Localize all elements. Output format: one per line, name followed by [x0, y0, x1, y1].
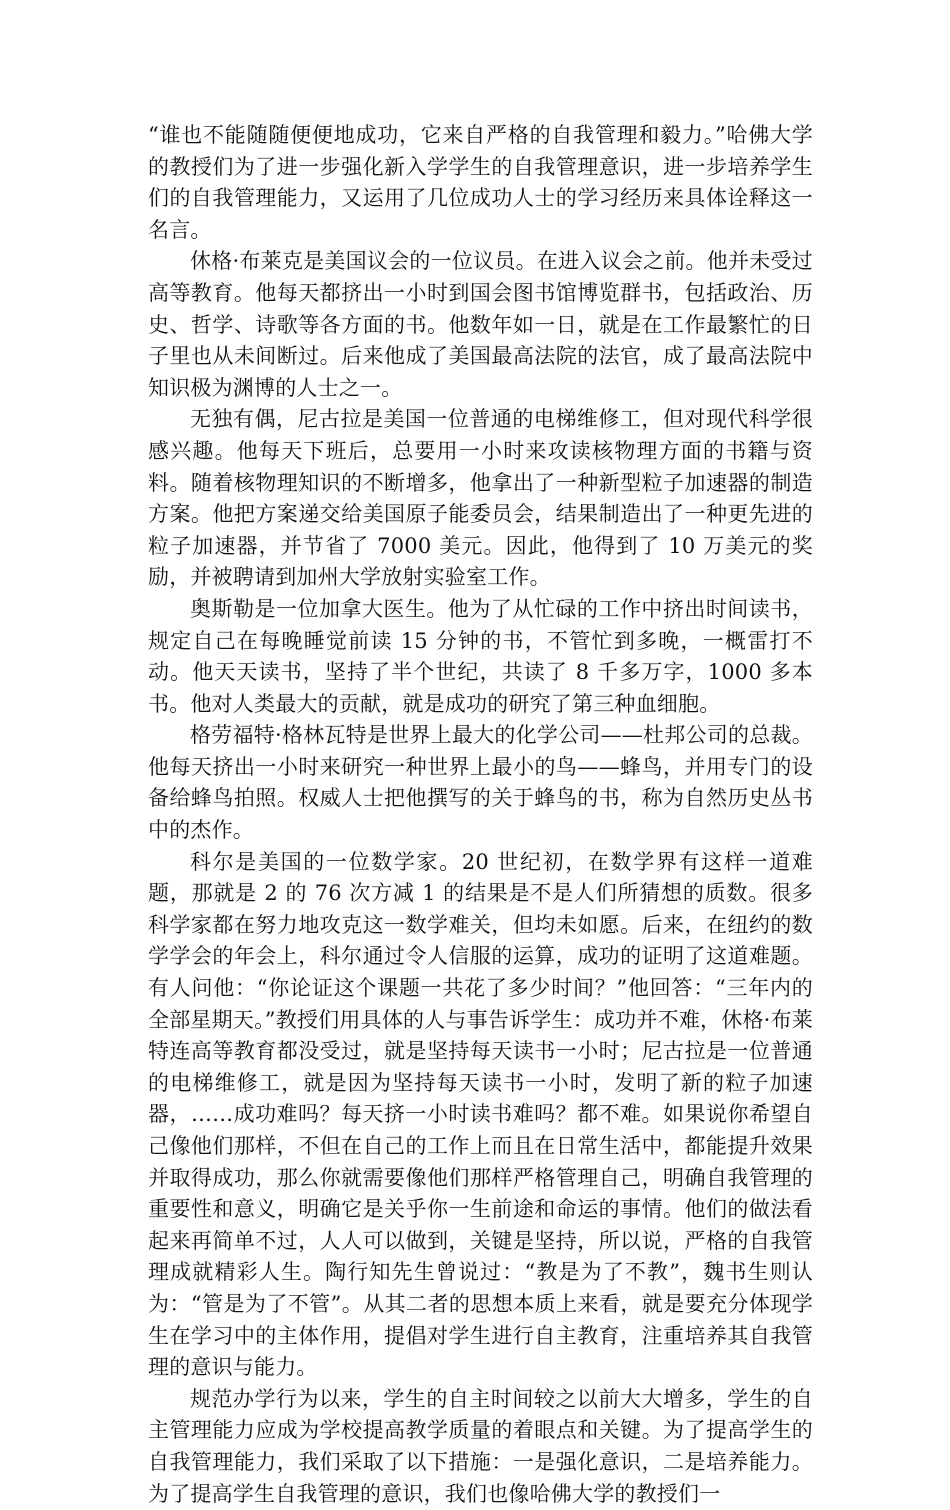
paragraph-intro: “谁也不能随随便便地成功，它来自严格的自我管理和毅力。”哈佛大学的教授们为了进一步强化新入学学生的自我管理意识，进一步培养学生们的自我管理能力，又运用了几位成功人士的学习经历来具体诠释这一名言。	[148, 123, 813, 242]
paragraph-hugo-black: 休格·布莱克是美国议会的一位议员。在进入议会之前。他并未受过高等教育。他每天都挤出一小时到国会图书馆博览群书，包括政治、历史、哲学、诗歌等各方面的书。他数年如一日，就是在工作最繁忙的日子里也从未间断过。后来他成了美国最高法院的法官，成了最高法院中知识极为渊博的人士之一。	[148, 249, 813, 400]
paragraph-greenewalt: 格劳福特·格林瓦特是世界上最大的化学公司——杜邦公司的总裁。他每天挤出一小时来研究一种世界上最小的鸟——蜂鸟，并用专门的设备给蜂鸟拍照。权威人士把他撰写的关于蜂鸟的书，称为自然历史丛书中的杰作。	[148, 723, 813, 843]
paragraph-school-measures: 规范办学行为以来，学生的自主时间较之以前大大增多，学生的自主管理能力应成为学校提高教学质量的着眼点和关键。为了提高学生的自我管理能力，我们采取了以下措施：一是强化意识，二是培养能力。为了提高学生自我管理的意识，我们也像哈佛大学的教授们一	[148, 1386, 813, 1506]
paragraph-osler: 奥斯勒是一位加拿大医生。他为了从忙碌的工作中挤出时间读书，规定自己在每晚睡觉前读 15 分钟的书，不管忙到多晚，一概雷打不动。他天天读书，坚持了半个世纪，共读了 8 千多万字，1000 多本书。他对人类最大的贡献，就是成功的研究了第三种血细胞。	[148, 596, 813, 716]
paragraph-nikola: 无独有偶，尼古拉是美国一位普通的电梯维修工，但对现代科学很感兴趣。他每天下班后，总要用一小时来攻读核物理方面的书籍与资料。随着核物理知识的不断增多，他拿出了一种新型粒子加速器的制造方案。他把方案递交给美国原子能委员会，结果制造出了一种更先进的粒子加速器，并节省了 7000 美元。因此，他得到了 10 万美元的奖励，并被聘请到加州大学放射实验室工作。	[148, 407, 813, 590]
paragraph-cole: 科尔是美国的一位数学家。20 世纪初，在数学界有这样一道难题，那就是 2 的 76 次方减 1 的结果是不是人们所猜想的质数。很多科学家都在努力地攻克这一数学难关，但均未如愿。后来，在纽约的数学学会的年会上，科尔通过令人信服的运算，成功的证明了这道难题。有人问他：“你论证这个课题一共花了多少时间？”他回答：“三年内的全部星期天。”教授们用具体的人与事告诉学生：成功并不难，休格·布莱特连高等教育都没受过，就是坚持每天读书一小时；尼古拉是一位普通的电梯维修工，就是因为坚持每天读书一小时，发明了新的粒子加速器，……成功难吗？每天挤一小时读书难吗？都不难。如果说你希望自己像他们那样，不但在自己的工作上而且在日常生活中，都能提升效果并取得成功，那么你就需要像他们那样严格管理自己，明确自我管理的重要性和意义，明确它是关乎你一生前途和命运的事情。他们的做法看起来再简单不过，人人可以做到，关键是坚持，所以说，严格的自我管理成就精彩人生。陶行知先生曾说过：“教是为了不教”，魏书生则认为：“管是为了不管”。从其二者的思想本质上来看，就是要充分体现学生在学习中的主体作用，提倡对学生进行自主教育，注重培养其自我管理的意识与能力。	[148, 849, 813, 1380]
document-body	[148, 120, 813, 1510]
